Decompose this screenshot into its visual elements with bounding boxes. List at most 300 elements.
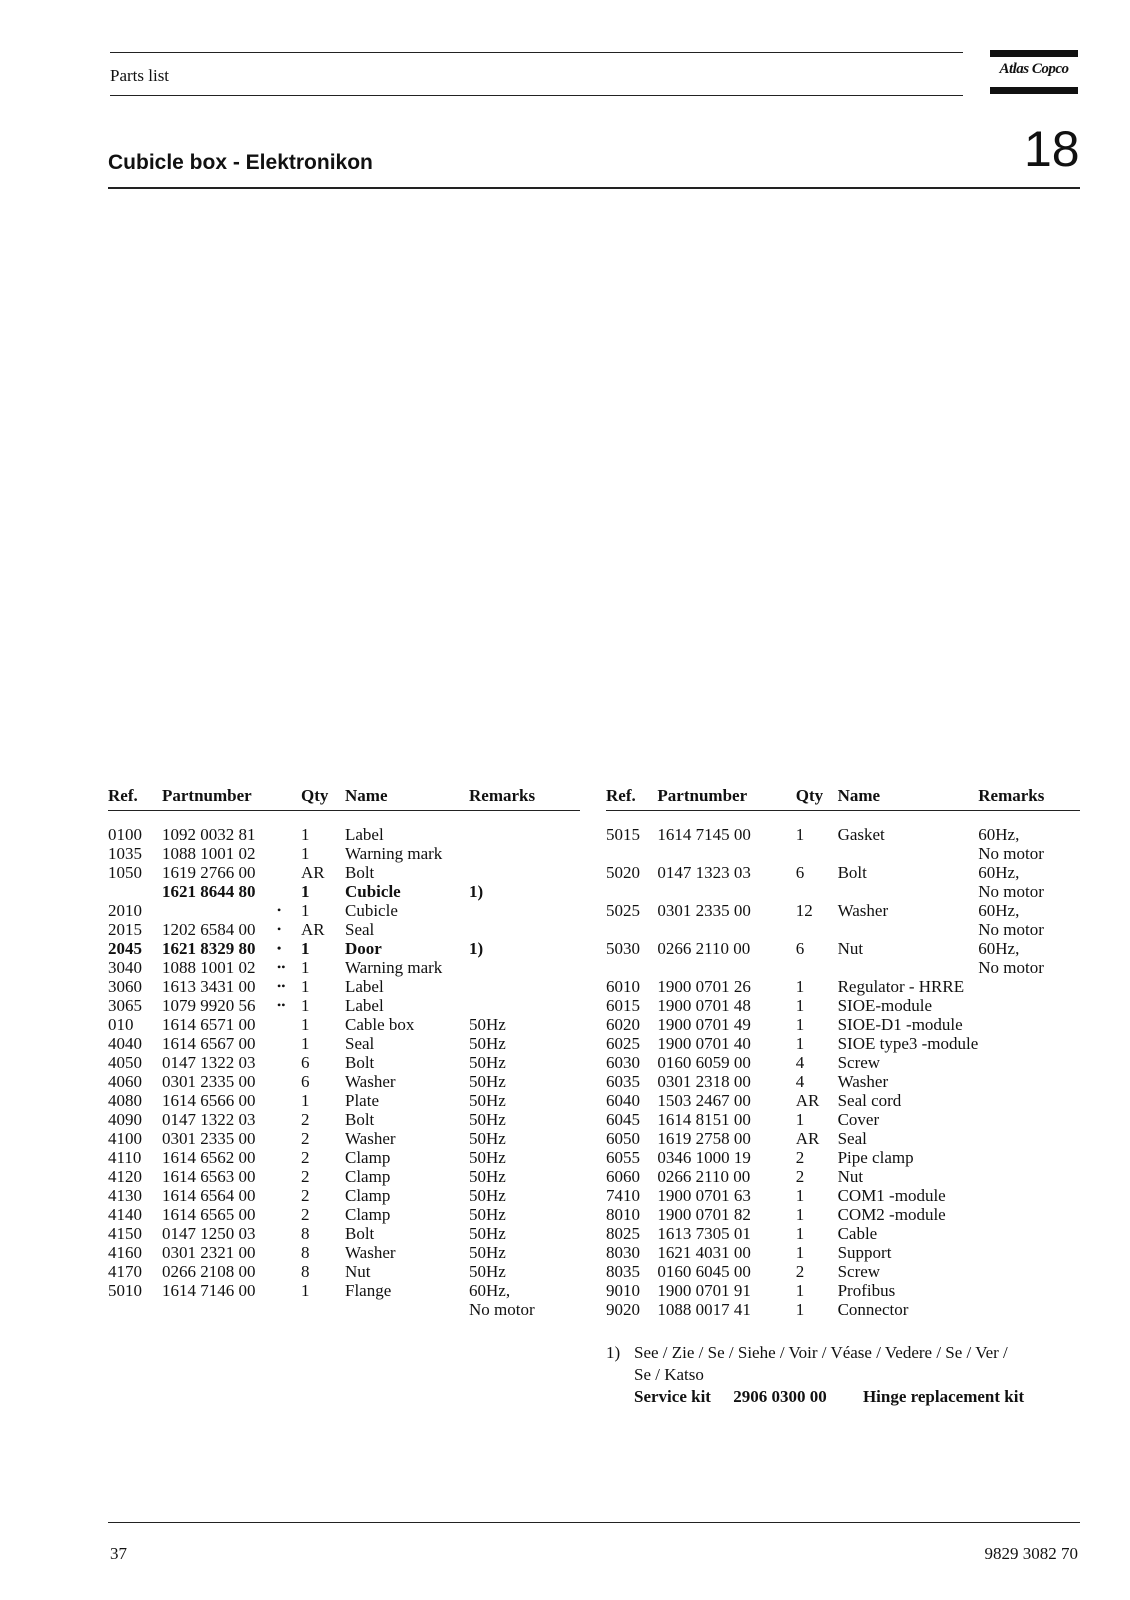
section-label: Parts list: [110, 66, 170, 85]
partnumber-cell: 1088 0017 41: [657, 1300, 751, 1319]
remarks-cell: 50Hz: [469, 1224, 506, 1243]
remarks-cell: [469, 920, 580, 939]
subassembly-dots: [277, 882, 301, 901]
partnumber-cell: 1614 6567 00: [162, 1034, 256, 1053]
remarks-cell: [978, 977, 1080, 996]
page-number: 37: [110, 1544, 127, 1563]
name-cell: Screw: [837, 1262, 881, 1281]
remarks-cell: [978, 1015, 1080, 1034]
remarks-cell: [978, 1129, 1080, 1148]
ref-cell: 4170: [108, 1262, 142, 1281]
col-name: Name: [345, 786, 469, 811]
name-cell: Washer: [837, 901, 889, 920]
partnumber-cell: 1900 0701 63: [657, 1186, 751, 1205]
ref-cell: 3060: [108, 977, 142, 996]
subassembly-dots: [277, 1281, 301, 1319]
ref-cell: 4090: [108, 1110, 142, 1129]
partnumber-cell: 1614 7145 00: [657, 825, 751, 844]
ref-cell: 4140: [108, 1205, 142, 1224]
name-cell: Cubicle: [345, 882, 401, 901]
ref-cell: 6030: [606, 1053, 640, 1072]
partnumber-cell: 0301 2335 00: [657, 901, 751, 920]
table-row: [606, 1243, 1080, 1262]
qty-cell: 1: [301, 977, 310, 996]
name-cell: Plate: [345, 1091, 379, 1110]
subassembly-dots: [277, 1224, 301, 1243]
name-cell: Clamp: [345, 1167, 391, 1186]
footnote-line-2: Se / Katso: [634, 1365, 704, 1384]
ref-cell: 8030: [606, 1243, 640, 1262]
partnumber-cell: 0266 2110 00: [657, 939, 751, 958]
subassembly-dots: [277, 1129, 301, 1148]
name-cell: Clamp: [345, 1186, 391, 1205]
qty-cell: 2: [795, 1148, 805, 1167]
ref-cell: 6055: [606, 1148, 640, 1167]
table-row: [108, 844, 580, 863]
subassembly-dots: [277, 863, 301, 882]
ref-cell: 010: [108, 1015, 134, 1034]
remarks-cell: [978, 1300, 1080, 1319]
table-row: [108, 1034, 580, 1053]
table-row: [606, 811, 1080, 864]
col-qty: Qty: [796, 786, 838, 811]
ref-cell: 4080: [108, 1091, 142, 1110]
qty-cell: 6: [795, 863, 805, 882]
name-cell: Seal: [345, 1034, 375, 1053]
remarks-cell: 50Hz: [469, 1110, 506, 1129]
ref-cell: 6060: [606, 1167, 640, 1186]
qty-cell: 1: [795, 996, 805, 1015]
qty-cell: 1: [301, 1091, 310, 1110]
name-cell: Door: [345, 939, 382, 958]
name-cell: Washer: [345, 1129, 396, 1148]
logo-text: Atlas Copco: [999, 61, 1069, 77]
remarks-cell: [978, 1186, 1080, 1205]
qty-cell: 1: [301, 958, 310, 977]
table-row: [606, 1053, 1080, 1072]
table-row: [108, 1091, 580, 1110]
remarks-cell: 60Hz, No motor: [978, 901, 1044, 939]
remarks-cell: [469, 863, 580, 882]
table-row: [606, 1072, 1080, 1091]
qty-cell: 1: [301, 882, 310, 901]
col-ref: Ref.: [108, 786, 162, 811]
ref-cell: 2015: [108, 920, 142, 939]
remarks-cell: [978, 996, 1080, 1015]
remarks-cell: [978, 1224, 1080, 1243]
subassembly-dots: [277, 1186, 301, 1205]
subassembly-dots: [277, 1243, 301, 1262]
qty-cell: 6: [301, 1053, 310, 1072]
name-cell: Clamp: [345, 1148, 391, 1167]
atlas-copco-logo: [990, 50, 1078, 94]
remarks-cell: 50Hz: [469, 1015, 506, 1034]
table-row: [606, 1224, 1080, 1243]
table-row: [108, 1129, 580, 1148]
table-header-row: [606, 786, 1080, 811]
qty-cell: 1: [795, 1186, 805, 1205]
name-cell: SIOE-module: [837, 996, 933, 1015]
partnumber-cell: 0147 1323 03: [657, 863, 751, 882]
table-row: [108, 977, 580, 996]
remarks-cell: 50Hz: [469, 1129, 506, 1148]
table-row: [108, 996, 580, 1015]
qty-cell: 2: [301, 1205, 310, 1224]
partnumber-cell: 0301 2318 00: [657, 1072, 751, 1091]
qty-cell: 6: [301, 1072, 310, 1091]
ref-cell: 5030: [606, 939, 640, 958]
partnumber-cell: 1619 2758 00: [657, 1129, 751, 1148]
subassembly-dots: •: [277, 941, 282, 955]
qty-cell: 4: [795, 1053, 805, 1072]
subassembly-dots: [277, 1015, 301, 1034]
col-qty: Qty: [301, 786, 345, 811]
subassembly-dots: [277, 844, 301, 863]
remarks-cell: 60Hz, No motor: [978, 939, 1044, 977]
service-kit-label: Service kit: [634, 1387, 711, 1406]
qty-cell: AR: [301, 863, 325, 882]
col-ref: Ref.: [606, 786, 657, 811]
partnumber-cell: 1900 0701 40: [657, 1034, 751, 1053]
table-row: [108, 863, 580, 882]
partnumber-cell: 1614 6564 00: [162, 1186, 256, 1205]
qty-cell: 2: [301, 1148, 310, 1167]
ref-cell: 6040: [606, 1091, 640, 1110]
remarks-cell: 50Hz: [469, 1034, 506, 1053]
subassembly-dots: [277, 1167, 301, 1186]
partnumber-cell: 1614 6571 00: [162, 1015, 256, 1034]
name-cell: Screw: [837, 1053, 881, 1072]
name-cell: Bolt: [345, 1053, 375, 1072]
footnote-line-1: See / Zie / Se / Siehe / Voir / Véase / Vedere / Se / Ver /: [634, 1343, 1008, 1362]
page-title: Cubicle box - Elektronikon: [108, 151, 373, 174]
table-row: [108, 1243, 580, 1262]
partnumber-cell: 1614 6563 00: [162, 1167, 256, 1186]
table-row: [108, 811, 580, 845]
name-cell: Flange: [345, 1281, 392, 1300]
name-cell: Cover: [837, 1110, 880, 1129]
qty-cell: 2: [301, 1167, 310, 1186]
remarks-cell: 60Hz, No motor: [469, 1281, 535, 1319]
subassembly-dots: •: [277, 922, 282, 936]
name-cell: Seal cord: [837, 1091, 902, 1110]
name-cell: Support: [837, 1243, 892, 1262]
qty-cell: 1: [795, 1281, 805, 1300]
ref-cell: 2045: [108, 939, 142, 958]
subassembly-dots: [277, 1110, 301, 1129]
subassembly-dots: [277, 1148, 301, 1167]
ref-cell: 4130: [108, 1186, 142, 1205]
qty-cell: 8: [301, 1243, 310, 1262]
ref-cell: 3040: [108, 958, 142, 977]
remarks-cell: [978, 1205, 1080, 1224]
table-row: [108, 1205, 580, 1224]
table-row: [108, 939, 580, 958]
qty-cell: 4: [795, 1072, 805, 1091]
table-row: [108, 920, 580, 939]
ref-cell: 9010: [606, 1281, 640, 1300]
ref-cell: 6015: [606, 996, 640, 1015]
parts-table-right: [606, 786, 1080, 1319]
partnumber-cell: 0160 6045 00: [657, 1262, 751, 1281]
name-cell: Washer: [345, 1243, 396, 1262]
partnumber-cell: 1900 0701 82: [657, 1205, 751, 1224]
name-cell: Washer: [837, 1072, 889, 1091]
remarks-cell: [978, 1148, 1080, 1167]
remarks-cell: [469, 844, 580, 863]
qty-cell: 1: [795, 1015, 805, 1034]
table-row: [108, 1072, 580, 1091]
remarks-cell: 50Hz: [469, 1053, 506, 1072]
partnumber-cell: 0266 2110 00: [657, 1167, 751, 1186]
partnumber-cell: 1621 8329 80: [162, 939, 256, 958]
remarks-cell: 50Hz: [469, 1186, 506, 1205]
table-row: [606, 1129, 1080, 1148]
remarks-cell: [978, 1053, 1080, 1072]
remarks-cell: [469, 996, 580, 1015]
name-cell: Cubicle: [345, 901, 398, 920]
qty-cell: 8: [301, 1224, 310, 1243]
remarks-cell: [978, 1072, 1080, 1091]
ref-cell: 5025: [606, 901, 640, 920]
remarks-cell: [469, 901, 580, 920]
qty-cell: 1: [795, 1300, 805, 1319]
name-cell: Pipe clamp: [837, 1148, 914, 1167]
partnumber-cell: 1614 6565 00: [162, 1205, 256, 1224]
remarks-cell: [978, 1110, 1080, 1129]
table-row: [108, 958, 580, 977]
name-cell: Label: [345, 825, 384, 844]
partnumber-cell: 0147 1322 03: [162, 1053, 256, 1072]
qty-cell: 1: [795, 1034, 805, 1053]
partnumber-cell: 1614 6566 00: [162, 1091, 256, 1110]
ref-cell: 6020: [606, 1015, 640, 1034]
ref-cell: 3065: [108, 996, 142, 1015]
title-rule: [108, 187, 1080, 189]
remarks-cell: 50Hz: [469, 1148, 506, 1167]
table-row: [606, 1015, 1080, 1034]
name-cell: Label: [345, 977, 384, 996]
qty-cell: 1: [795, 1243, 805, 1262]
table-row: [108, 1167, 580, 1186]
ref-cell: 5010: [108, 1281, 142, 1300]
ref-cell: 4050: [108, 1053, 142, 1072]
partnumber-cell: 0301 2321 00: [162, 1243, 256, 1262]
table-row: [606, 1205, 1080, 1224]
partnumber-cell: 1088 1001 02: [162, 844, 256, 863]
name-cell: Label: [345, 996, 384, 1015]
name-cell: Nut: [837, 939, 864, 958]
partnumber-cell: 1900 0701 91: [657, 1281, 751, 1300]
name-cell: Warning mark: [345, 958, 443, 977]
ref-cell: 4160: [108, 1243, 142, 1262]
name-cell: Nut: [837, 1167, 864, 1186]
qty-cell: AR: [795, 1129, 820, 1148]
table-row: [108, 1110, 580, 1129]
name-cell: Bolt: [345, 863, 375, 882]
ref-cell: 4100: [108, 1129, 142, 1148]
table-row: [108, 1281, 580, 1319]
name-cell: Regulator - HRRE: [837, 977, 965, 996]
name-cell: Washer: [345, 1072, 396, 1091]
name-cell: Bolt: [345, 1110, 375, 1129]
partnumber-cell: 0301 2335 00: [162, 1129, 256, 1148]
name-cell: SIOE type3 -module: [837, 1034, 979, 1053]
table-row: [606, 1281, 1080, 1300]
partnumber-cell: 1621 8644 80: [162, 882, 256, 901]
ref-cell: 0100: [108, 825, 142, 844]
partnumber-cell: [162, 901, 277, 920]
partnumber-cell: 1621 4031 00: [657, 1243, 751, 1262]
ref-cell: 8035: [606, 1262, 640, 1281]
name-cell: Bolt: [837, 863, 867, 882]
remarks-cell: [469, 811, 580, 845]
partnumber-cell: 0346 1000 19: [657, 1148, 751, 1167]
header-top-rule: [110, 52, 963, 53]
ref-cell: 6045: [606, 1110, 640, 1129]
partnumber-cell: 1614 6562 00: [162, 1148, 256, 1167]
ref-cell: 1050: [108, 863, 142, 882]
remarks-cell: [978, 1262, 1080, 1281]
qty-cell: 12: [795, 901, 813, 920]
qty-cell: 6: [795, 939, 805, 958]
table-row: [606, 1091, 1080, 1110]
qty-cell: AR: [795, 1091, 820, 1110]
ref-cell: 6050: [606, 1129, 640, 1148]
service-kit-name: Hinge replacement kit: [862, 1387, 1025, 1406]
partnumber-cell: 1900 0701 49: [657, 1015, 751, 1034]
table-row: [108, 1224, 580, 1243]
name-cell: SIOE-D1 -module: [837, 1015, 963, 1034]
qty-cell: 1: [301, 844, 310, 863]
table-row: [606, 1034, 1080, 1053]
table-row: [606, 977, 1080, 996]
subassembly-dots: ••: [277, 998, 286, 1012]
remarks-cell: 1): [469, 939, 484, 958]
table-row: [606, 863, 1080, 901]
qty-cell: AR: [301, 920, 325, 939]
name-cell: Profibus: [837, 1281, 896, 1300]
remarks-cell: [978, 1167, 1080, 1186]
table-row: [108, 882, 580, 901]
partnumber-cell: 1079 9920 56: [162, 996, 256, 1015]
col-remarks: Remarks: [978, 786, 1080, 811]
partnumber-cell: 1503 2467 00: [657, 1091, 751, 1110]
col-partnumber: Partnumber: [162, 786, 301, 811]
table-row: [108, 1015, 580, 1034]
name-cell: Cable box: [345, 1015, 415, 1034]
table-row: [108, 1148, 580, 1167]
qty-cell: 1: [301, 825, 310, 844]
remarks-cell: 50Hz: [469, 1091, 506, 1110]
ref-cell: 6035: [606, 1072, 640, 1091]
remarks-cell: 50Hz: [469, 1262, 506, 1281]
qty-cell: 2: [301, 1129, 310, 1148]
remarks-cell: 50Hz: [469, 1167, 506, 1186]
partnumber-cell: 1092 0032 81: [162, 825, 256, 844]
table-row: [108, 1053, 580, 1072]
remarks-cell: 1): [469, 882, 484, 901]
remarks-cell: [978, 1281, 1080, 1300]
ref-cell: 6025: [606, 1034, 640, 1053]
remarks-cell: 50Hz: [469, 1072, 506, 1091]
qty-cell: 1: [795, 977, 805, 996]
table-row: [606, 1110, 1080, 1129]
qty-cell: 1: [795, 825, 805, 844]
name-cell: Seal: [345, 920, 375, 939]
ref-cell: 1035: [108, 844, 142, 863]
name-cell: Cable: [837, 1224, 878, 1243]
subassembly-dots: [277, 1091, 301, 1110]
qty-cell: 1: [301, 901, 310, 920]
ref-cell: 5020: [606, 863, 640, 882]
ref-cell: 9020: [606, 1300, 640, 1319]
qty-cell: 1: [301, 1015, 310, 1034]
partnumber-cell: 1614 7146 00: [162, 1281, 256, 1300]
name-cell: COM2 -module: [837, 1205, 946, 1224]
ref-cell: 4060: [108, 1072, 142, 1091]
table-row: [108, 1186, 580, 1205]
table-row: [606, 1300, 1080, 1319]
table-row: [606, 1186, 1080, 1205]
footnote-marker: 1): [606, 1343, 621, 1362]
header-bottom-rule: [110, 95, 963, 96]
ref-cell: 7410: [606, 1186, 640, 1205]
col-name: Name: [838, 786, 979, 811]
partnumber-cell: 1900 0701 48: [657, 996, 751, 1015]
qty-cell: 1: [301, 996, 310, 1015]
remarks-cell: [469, 958, 580, 977]
ref-cell: 8025: [606, 1224, 640, 1243]
name-cell: Bolt: [345, 1224, 375, 1243]
partnumber-cell: 0147 1322 03: [162, 1110, 256, 1129]
col-partnumber: Partnumber: [657, 786, 795, 811]
ref-cell: 6010: [606, 977, 640, 996]
name-cell: Connector: [837, 1300, 909, 1319]
table-row: [606, 1262, 1080, 1281]
name-cell: COM1 -module: [837, 1186, 946, 1205]
footer-rule: [108, 1522, 1080, 1523]
remarks-cell: [978, 1243, 1080, 1262]
table-row: [606, 901, 1080, 939]
ref-cell: 2010: [108, 901, 142, 920]
ref-cell: 8010: [606, 1205, 640, 1224]
qty-cell: 1: [795, 1110, 805, 1129]
partnumber-cell: 1900 0701 26: [657, 977, 751, 996]
qty-cell: 2: [795, 1262, 805, 1281]
ref-cell: 4150: [108, 1224, 142, 1243]
subassembly-dots: ••: [277, 979, 286, 993]
parts-table-left: [108, 786, 580, 1319]
subassembly-dots: [277, 1205, 301, 1224]
remarks-cell: 50Hz: [469, 1243, 506, 1262]
subassembly-dots: [277, 1262, 301, 1281]
qty-cell: 2: [301, 1186, 310, 1205]
partnumber-cell: 1613 3431 00: [162, 977, 256, 996]
remarks-cell: 60Hz, No motor: [978, 825, 1044, 863]
footnote: [606, 1342, 1086, 1408]
table-row: [108, 1262, 580, 1281]
subassembly-dots: [277, 1053, 301, 1072]
remarks-cell: [978, 1034, 1080, 1053]
qty-cell: 1: [301, 1034, 310, 1053]
document-number: 9829 3082 70: [984, 1544, 1078, 1563]
partnumber-cell: 1202 6584 00: [162, 920, 256, 939]
qty-cell: 8: [301, 1262, 310, 1281]
table-row: [606, 1167, 1080, 1186]
qty-cell: 1: [301, 1281, 310, 1300]
qty-cell: 1: [795, 1205, 805, 1224]
